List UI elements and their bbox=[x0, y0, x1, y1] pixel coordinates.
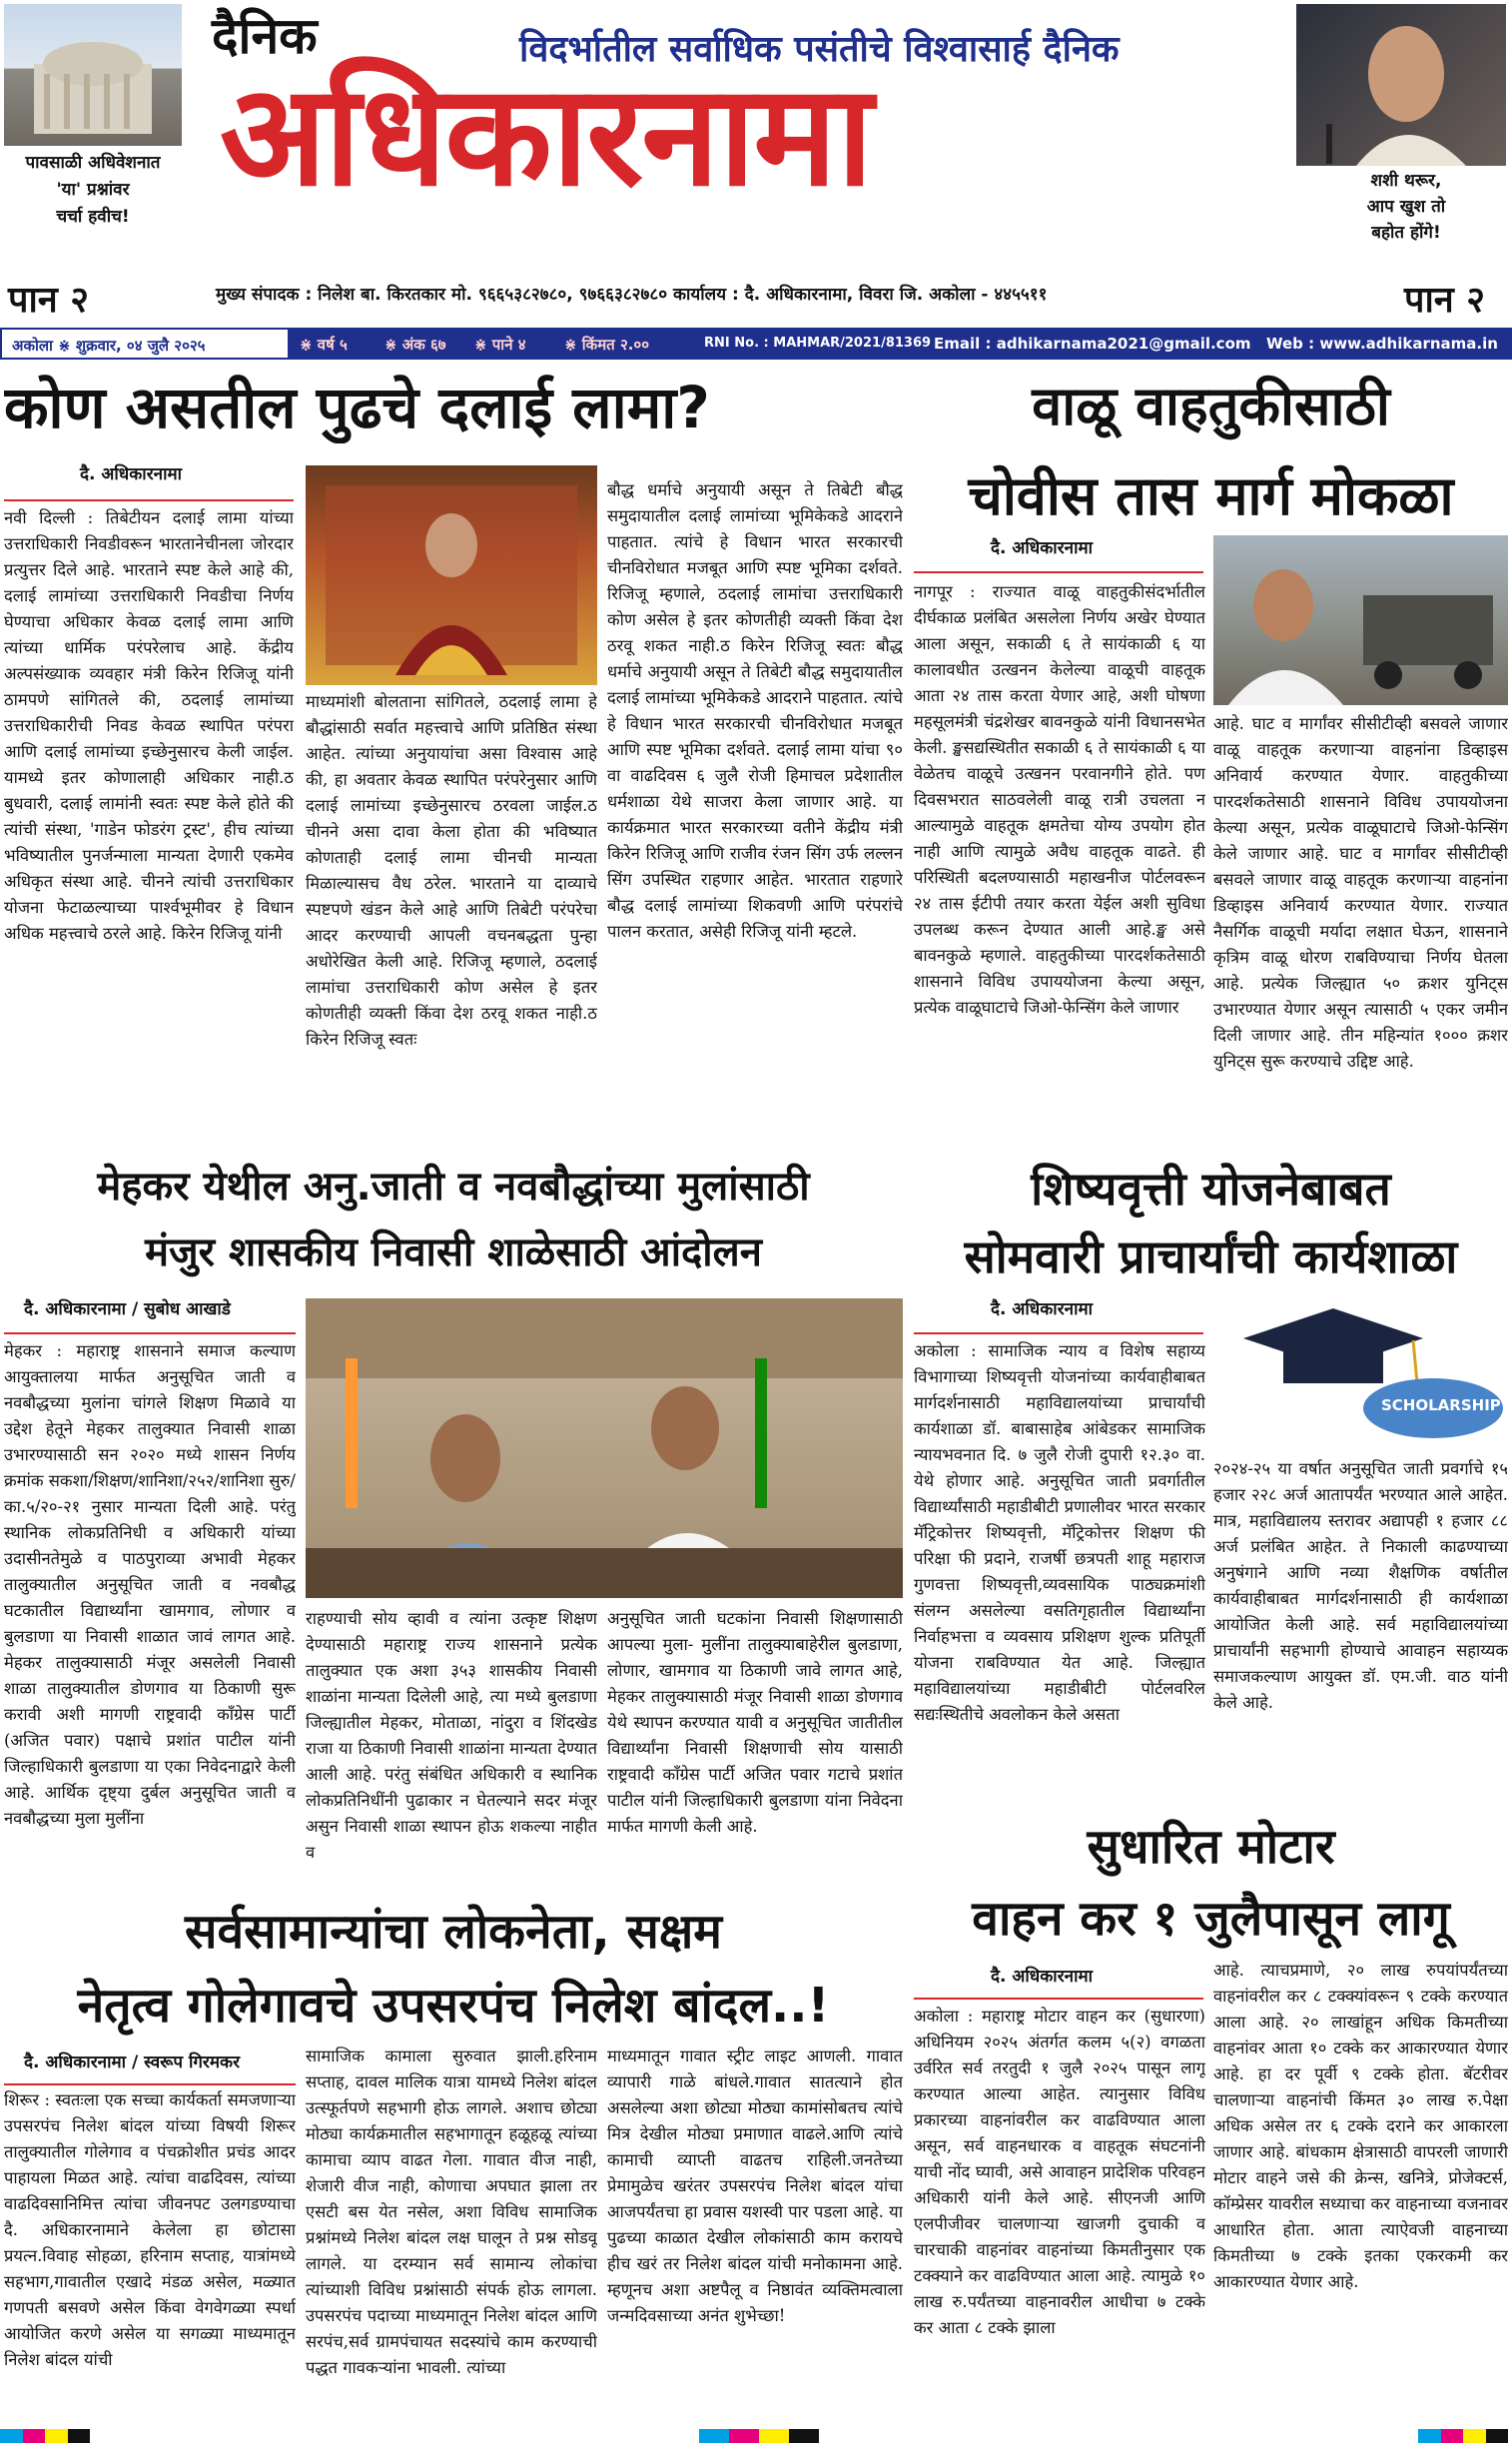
sarpanch-body-col3: माध्यमातून गावात स्ट्रीट लाइट आणली. गावात व्यापारी गाळे बांधले.गावात सातत्याने होत असलेल्या अशा छोट्या मोठ्या कामांसोबतच त्यांचे मित्र देखील मोठ्या प्रमाणात वाढले.आणि त्यांचे कामाची व्याप्ती वाढतच राहिली.जनतेच्या प्रेमामुळेच खरंतर उपसरपंच निलेश बांदल यांचा आजपर्यंतचा हा प्रवास यशस्वी पार पडला आहे. या पुढच्या काळात देखील लोकांसाठी काम करायचे हीच खरं तर निलेश बांदल यांची मनोकामना आहे. म्हणूनच अशा अष्टपैलू व निष्ठावंत व्यक्तिमत्वाला जन्मदिवसाच्या अनंत शुभेच्छा! bbox=[607, 2046, 903, 2325]
minister-truck-image bbox=[1213, 535, 1508, 705]
web-link[interactable]: Web : www.adhikarnama.in bbox=[1266, 335, 1498, 353]
left-teaser-text: पावसाळी अधिवेशनात 'या' प्रश्नांवर चर्चा हवीच! bbox=[25, 153, 161, 227]
dalai-byline: दै. अधिकारनामा bbox=[80, 464, 183, 484]
mehkar-body-col2: राहण्याची सोय व्हावी व त्यांना उत्कृष्ट शिक्षण देण्यासाठी महाराष्ट्र राज्य शासनाने प्रत्येक तालुक्यात एक अशा ३५३ शासकीय निवासी शाळांना मान्यता दिलेली आहे, त्या मध्ये बुलडाणा जिल्ह्यातील मेहकर, मोताळा, नांदुरा व शिंदखेड राजा या ठिकाणी निवासी शाळांना मान्यता देण्यात आली आहे. परंतु संबंधित अधिकारी व स्थानिक लोकप्रतिनिधींनी पुढाकार न घेतल्याने सदर मंजूर असुन निवासी शाळा स्थापन होऊ शकल्या नाहीत व bbox=[306, 1609, 597, 1862]
rni-number: RNI No. : MAHMAR/2021/81369 bbox=[704, 336, 932, 351]
scholarship-badge: SCHOLARSHIP bbox=[1381, 1396, 1501, 1414]
motor-body-col1: अकोला : महाराष्ट्र मोटार वाहन कर (सुधारणा) अधिनियम २०२५ अंतर्गत कलम ५(२) वगळता उर्वरित सर्व तरतुदी १ जुलै २०२५ पासून लागू करण्यात आल्या आहेत. त्यानुसार विविध प्रकारच्या वाहनांवरील कर वाढविण्यात आला असून, सर्व वाहनधारक व वाहतूक संघटनांनी याची नोंद घ्यावी, असे आवाहन प्रादेशिक परिवहन अधिकारी यांनी केले आहे. सीएनजी आणि एलपीजीवर चालणाऱ्या खाजगी दुचाकी व चारचाकी वाहनांवर वाहनांच्या किमतीनुसार एक टक्क्याने कर वाढविण्यात आला आहे. त्यामुळे १० लाख रु.पर्यंतच्या वाहनावरील आधीचा ७ टक्के कर आता ८ टक्के झाला bbox=[914, 2007, 1205, 2337]
issue-pages: ⋇ पाने ४ bbox=[474, 336, 526, 354]
sarpanch-byline: दै. अधिकारनामा / स्वरूप गिरमकर bbox=[24, 2052, 241, 2072]
dalai-body-col1: नवी दिल्ली : तिबेटीयन दलाई लामा यांच्या उत्तराधिकारी निवडीवरून भारतानेचीनला जोरदार प्रत्युत्तर दिले आहे. भारताने स्पष्ट केले आहे की, दलाई लामांच्या उत्तराधिकारी निवडीचा निर्णय घेण्याचा अधिकार केवळ दलाई लामा आणि त्यांच्या धार्मिक परंपरेलाच आहे. केंद्रीय अल्पसंख्याक व्यवहार मंत्री किरेन रिजिजू यांनी ठामपणे सांगितले की, ठदलाई लामांच्या उत्तराधिकारीची निवड केवळ स्थापित परंपरा आणि दलाई लामांच्या इच्छेनुसारच केली जाईल. यामध्ये इतर कोणालाही अधिकार नाही.ठ बुधवारी, दलाई लामांनी स्वतः स्पष्ट केले होते की त्यांची संस्था, 'गाडेन फोडरंग ट्रस्ट', हीच त्यांच्या भविष्यातील पुनर्जन्माला मान्यता देणारी एकमेव अधिकृत संस्था आहे. चीनने त्यांची उत्तराधिकार योजना फेटाळल्याच्या पार्श्वभूमीवर हे विधान अधिक महत्त्वाचे ठरले आहे. किरेन रिजिजू यांनी bbox=[4, 508, 294, 943]
sand-byline-rule bbox=[914, 571, 1203, 573]
motor-headline-1: सुधारित मोटार bbox=[1087, 1819, 1335, 1875]
motor-headline-2: वाहन कर १ जुलैपासून लागू bbox=[972, 1891, 1450, 1947]
vidhan-bhavan-image bbox=[4, 4, 182, 146]
sand-headline-1: वाळू वाहतुकीसाठी bbox=[1032, 375, 1390, 437]
scholar-byline-rule bbox=[914, 1332, 1203, 1334]
scholar-body-col2: २०२४-२५ या वर्षात अनुसूचित जाती प्रवर्गाचे १५ हजार २२८ अर्ज आतापर्यंत भरण्यात आले आहेत. मात्र, महाविद्यालय स्तरावर अद्यापही १ हजार ८८ अर्ज प्रलंबित आहेत. ते निकाली काढण्याच्या अनुषंगाने आणि नव्या शैक्षणिक वर्षातील कार्यवाहीबाबत मार्गदर्शनासाठी ही कार्यशाळा आयोजित केली आहे. सर्व महाविद्यालयांच्या प्राचार्यांनी सहभागी होण्याचे आवाहन सहाय्यक समाजकल्याण आयुक्त डॉ. एम.जी. वाठ यांनी केले आहे. bbox=[1213, 1459, 1508, 1712]
email-link[interactable]: Email : adhikarnama2021@gmail.com bbox=[934, 335, 1251, 353]
sand-headline-2: चोवीस तास मार्ग मोकळा bbox=[968, 464, 1454, 527]
dalai-lama-image bbox=[306, 465, 597, 685]
mehkar-byline-rule bbox=[4, 1332, 296, 1334]
scholarship-graphic bbox=[1213, 1298, 1508, 1448]
issue-number: ⋇ अंक ६७ bbox=[384, 336, 446, 354]
editor-line: मुख्य संपादक : निलेश बा. किरतकार मो. ९६६५३८२७८०, ९७६६३८२७८० कार्यालय : दै. अधिकारनामा, विवरा जि. अकोला - ४४५५११ bbox=[216, 285, 1048, 305]
sand-body-col1: नागपूर : राज्यात वाळू वाहतुकीसंदर्भातील दीर्घकाळ प्रलंबित असलेला निर्णय अखेर घेण्यात आला असून, सकाळी ६ ते सायंकाळी ६ या कालावधीत उत्खनन केलेल्या वाळूची वाहतूक आता २४ तास करता येणार आहे, अशी घोषणा महसूलमंत्री चंद्रशेखर बावनकुळे यांनी विधानसभेत केली. ङ्खसद्यस्थितीत सकाळी ६ ते सायंकाळी ६ या वेळेतच वाळूचे उत्खनन परवानगीने होते. पण दिवसभरात साठवलेली वाळू रात्री उचलता न आल्यामुळे वाहतूक क्षमतेचा योग्य उपयोग होत नाही आणि त्यामुळे अवैध वाहतूक वाढते. ही परिस्थिती बदलण्यासाठी महाखनीज पोर्टलवरून २४ तास ईटीपी तयार करता येईल अशी सुविधा उपलब्ध करून देण्यात आली आहे.ङ्ख असे बावनकुळे म्हणाले. वाहतुकीच्या पारदर्शकतेसाठी शासनाने विविध उपाययोजना केल्या असून, प्रत्येक वाळूघाटाचे जिओ-फेन्सिंग केले जाणार bbox=[914, 582, 1205, 1017]
motor-byline: दै. अधिकारनामा bbox=[991, 1967, 1094, 1987]
masthead-title: अधिकारनामा bbox=[220, 55, 872, 218]
page-label-right: पान २ bbox=[1404, 280, 1486, 321]
color-strip-3 bbox=[1418, 2429, 1508, 2443]
dalai-body-col3: बौद्ध धर्माचे अनुयायी असून ते तिबेटी बौद्ध समुदायातील दलाई लामांच्या भूमिकेकडे आदराने पाहतात. त्यांचे हे विधान भारत सरकारची चीनविरोधात मजबूत आणि स्पष्ट भूमिका दर्शवते. रिजिजू म्हणाले, ठदलाई लामांचा उत्तराधिकारी कोण असेल हे इतर कोणतीही व्यक्ती किंवा देश ठरवू शकत नाही.ठ किरेन रिजिजू स्वतः बौद्ध धर्माचे अनुयायी असून ते तिबेटी बौद्ध समुदायातील दलाई लामांच्या भूमिकेकडे आदराने पाहतात. त्यांचे हे विधान भारत सरकारची चीनविरोधात मजबूत आणि स्पष्ट भूमिका दर्शवते. दलाई लामा यांचा ९० वा वाढदिवस ६ जुलै रोजी हिमाचल प्रदेशातील धर्मशाळा येथे साजरा केला जाणार आहे. या कार्यक्रमात भारत सरकारच्या वतीने केंद्रीय मंत्री किरेन रिजिजू आणि राजीव रंजन सिंग उर्फ लल्लन सिंग उपस्थित राहणार आहेत. भारतात राहणारे बौद्ध दलाई लामांच्या शिकवणी आणि परंपरांचे पालन करतात, असेही रिजिजू यांनी म्हटले. bbox=[607, 480, 903, 941]
shashi-tharoor-image bbox=[1296, 4, 1506, 166]
motor-byline-rule bbox=[914, 1998, 1203, 2000]
issue-date: अकोला ⋇ शुक्रवार, ०४ जुलै २०२५ bbox=[0, 328, 290, 360]
info-bar bbox=[0, 328, 1512, 360]
page-label-left: पान २ bbox=[8, 280, 90, 321]
right-teaser-photo bbox=[1296, 4, 1506, 166]
scholar-byline: दै. अधिकारनामा bbox=[991, 1299, 1094, 1319]
motor-body-col2: आहे. त्याचप्रमाणे, २० लाख रुपयांपर्यंतच्या वाहनांवरील कर ८ टक्क्यांवरून ९ टक्के करण्यात आला आहे. २० लाखांहून अधिक किमतीच्या वाहनांवर आता १० टक्के कर आकारण्यात येणार आहे. हा दर पूर्वी ९ टक्के होता. बॅटरीवर चालणाऱ्या वाहनांची किंमत ३० लाख रु.पेक्षा अधिक असेल तर ६ टक्के दराने कर आकारला जाणार आहे. बांधकाम क्षेत्रासाठी वापरली जाणारी मोटार वाहने जसे की क्रेन्स, खनित्रे, प्रोजेक्टर्स, कॉम्प्रेसर यावरील सध्याचा कर वाहनाच्या वजनावर आधारित होता. आता त्याऐवजी वाहनाच्या किमतीच्या ७ टक्के इतका एकरकमी कर आकारण्यात येणार आहे. bbox=[1213, 1961, 1508, 2291]
sand-photo bbox=[1213, 535, 1508, 705]
dalai-body-col2: माध्यमांशी बोलताना सांगितले, ठदलाई लामा हे बौद्धांसाठी सर्वात महत्त्वाचे आणि प्रतिष्ठित संस्था आहेत. त्यांच्या अनुयायांचा असा विश्वास आहे की, हा अवतार केवळ स्थापित परंपरेनुसार आणि दलाई लामांच्या इच्छेनुसारच ठरवला जाईल.ठ चीनने असा दावा केला होता की भविष्यात कोणताही दलाई लामा चीनची मान्यता मिळाल्यासच वैध ठरेल. भारताने या दाव्याचे स्पष्टपणे खंडन केले आहे आणि तिबेटी परंपरेचा आदर करण्याची आपली वचनबद्धता पुन्हा अधोरेखित केली आहे. रिजिजू म्हणाले, ठदलाई लामांचा उत्तराधिकारी कोण असेल हे इतर कोणतीही व्यक्ती किंवा देश ठरवू शकत नाही.ठ किरेन रिजिजू स्वतः bbox=[306, 692, 597, 1049]
left-teaser-photo bbox=[4, 4, 182, 146]
memorandum-handover-image bbox=[306, 1298, 903, 1598]
right-teaser-text: शशी थरूर, आप खुश तो बहोत होंगे! bbox=[1366, 171, 1446, 243]
sand-byline: दै. अधिकारनामा bbox=[991, 538, 1094, 558]
mehkar-headline-2: मंजुर शासकीय निवासी शाळेसाठी आंदोलन bbox=[145, 1229, 762, 1275]
issue-price: ⋇ किंमत २.०० bbox=[564, 336, 650, 354]
color-strip-2 bbox=[699, 2429, 819, 2443]
masthead-tagline: विदर्भातील सर्वाधिक पसंतीचे विश्वासार्ह दैनिक bbox=[519, 29, 1120, 70]
sarpanch-body-col2: सामाजिक कामाला सुरुवात झाली.हरिनाम सप्ताह, दावल मालिक यात्रा यामध्ये निलेश बांदल उत्स्फूर्तपणे सहभागी होऊ लागले. अशाच छोट्या मोठ्या कार्यक्रमातील सहभागातून हळूहळू त्यांच्या कामाचा व्याप वाढत गेला. गावात वीज नाही, शेजारी वीज नाही, कोणाचा अपघात झाला तर एसटी बस येत नसेल, अशा विविध सामाजिक प्रश्नांमध्ये निलेश बांदल लक्ष घालून ते प्रश्न सोडवू लागले. या दरम्यान सर्व सामान्य लोकांचा त्यांच्याशी विविध प्रश्नांसाठी संपर्क होऊ लागला. उपसरपंच पदाच्या माध्यमातून निलेश बांदल आणि सरपंच,सर्व ग्रामपंचायत सदस्यांचे काम करण्याची पद्धत गावकऱ्यांना भावली. त्यांच्या bbox=[306, 2046, 597, 2377]
mehkar-photo bbox=[306, 1298, 903, 1598]
scholar-headline-1: शिष्यवृत्ती योजनेबाबत bbox=[1031, 1162, 1391, 1216]
mehkar-headline-1: मेहकर येथील अनु.जाती व नवबौद्धांच्या मुलांसाठी bbox=[97, 1164, 810, 1210]
color-strip-1 bbox=[0, 2429, 90, 2443]
sand-body-col2: आहे. घाट व मार्गांवर सीसीटीव्ही बसवले जाणार वाळू वाहतूक करणाऱ्या वाहनांना डिव्हाइस अनिवार्य करण्यात येणार. वाहतुकीच्या पारदर्शकतेसाठी शासनाने विविध उपाययोजना केल्या असून, प्रत्येक वाळूघाटाचे जिओ-फेन्सिंग केले जाणार आहे. घाट व मार्गांवर सीसीटीव्ही बसवले जाणार वाळू वाहतूक करणाऱ्या वाहनांना डिव्हाइस अनिवार्य करण्यात येणार. राज्यात नैसर्गिक वाळूची मर्यादा लक्षात घेऊन, शासनाने कृत्रिम वाळू धोरण राबविण्याचा निर्णय घेतला आहे. प्रत्येक जिल्ह्यात ५० क्रशर युनिट्स उभारण्यात येणार असून त्यासाठी ५ एकर जमीन दिली जाणार आहे. तीन महिन्यांत १००० क्रशर युनिट्स सुरू करण्याचे उद्दिष्ट आहे. bbox=[1213, 714, 1508, 1071]
issue-year: ⋇ वर्ष ५ bbox=[300, 336, 348, 354]
dalai-lama-photo bbox=[306, 465, 597, 685]
dalai-byline-rule bbox=[4, 499, 294, 501]
sarpanch-headline-1: सर्वसामान्यांचा लोकनेता, सक्षम bbox=[185, 1904, 722, 1960]
mehkar-body-col3: अनुसूचित जाती घटकांना निवासी शिक्षणासाठी आपल्या मुला- मुलींना तालुक्याबाहेरील बुलडाणा, लोणार, खामगाव या ठिकाणी जावे लागत आहे, मेहकर तालुक्यासाठी मंजूर निवासी शाळा डोणगाव येथे स्थापन करण्यात यावी व अनुसूचित जातीतील विद्यार्थ्यांना निवासी शिक्षणाची सोय यासाठी राष्ट्रवादी काँग्रेस पार्टी अजित पवार गटाचे प्रशांत पाटील यांनी जिल्हाधिकारी बुलडाणा यांना निवेदना मार्फत मागणी केली आहे. bbox=[607, 1609, 903, 1836]
graduation-cap-icon bbox=[1213, 1298, 1508, 1448]
scholar-headline-2: सोमवारी प्राचार्यांची कार्यशाळा bbox=[964, 1229, 1458, 1283]
masthead-daily: दैनिक bbox=[212, 7, 318, 65]
dalai-headline: कोण असतील पुढचे दलाई लामा? bbox=[4, 374, 710, 441]
sarpanch-headline-2: नेतृत्व गोलेगावचे उपसरपंच निलेश बांदल..! bbox=[77, 1978, 830, 2034]
sarpanch-byline-rule bbox=[4, 2083, 296, 2085]
mehkar-body-col1: मेहकर : महाराष्ट्र शासनाने समाज कल्याण आयुक्तालया मार्फत अनुसूचित जाती व नवबौद्धच्या मुलांना चांगले शिक्षण मिळावे या उद्देश हेतूने मेहकर तालुक्यात निवासी शाळा उभारण्यासाठी सन २०२० मध्ये शासन निर्णय क्रमांक सकशा/शिक्षण/शानिशा/२५२/शानिशा सुरु/का.५/२०-२१ नुसार मान्यता दिली आहे. परंतु स्थानिक लोकप्रतिनिधी व अधिकारी यांच्या उदासीनतेमुळे व पाठपुराव्या अभावी मेहकर तालुक्यातील अनुसूचित जाती व नवबौद्ध घटकातील विद्यार्थ्यांना खामगाव, लोणार व बुलडाणा या निवासी शाळात जावं लागत आहे. मेहकर तालुक्यासाठी मंजूर असलेली निवासी शाळा तालुक्यातील डोणगाव या ठिकाणी सुरू करावी अशी मागणी राष्ट्रवादी काँग्रेस पार्टी (अजित पवार) पक्षाचे प्रशांत पाटील यांनी जिल्हाधिकारी बुलडाणा या एका निवेदनाद्वारे केली आहे. आर्थिक दृष्ट्या दुर्बल अनुसूचित जाती व नवबौद्धच्या मुला मुलींना bbox=[4, 1341, 296, 1828]
mehkar-byline: दै. अधिकारनामा / सुबोध आखाडे bbox=[24, 1299, 231, 1319]
sarpanch-body-col1: शिरूर : स्वतःला एक सच्चा कार्यकर्ता समजणाऱ्या उपसरपंच निलेश बांदल यांच्या विषयी शिरूर तालुक्यातील गोलेगाव व पंचक्रोशीत प्रचंड आदर पाहायला मिळत आहे. त्यांचा वाढदिवस, त्यांच्या वाढदिवसानिमित्त त्यांचा जीवनपट उलगडण्याचा दै. अधिकारनामाने केलेला हा छोटासा प्रयत्न.विवाह सोहळा, हरिनाम सप्ताह, यात्रांमध्ये सहभाग,गावातील एखादे मंडळ असेल, मळ्यात गणपती बसवणे असेल किंवा वेगवेगळ्या स्पर्धा आयोजित करणे असेल या सगळ्या माध्यमातून निलेश बांदल यांची bbox=[4, 2090, 296, 2369]
scholar-body-col1: अकोला : सामाजिक न्याय व विशेष सहाय्य विभागाच्या शिष्यवृत्ती योजनांच्या कार्यवाहीबाबत मार्गदर्शनासाठी महाविद्यालयांच्या प्राचार्यांची कार्यशाळा डॉ. बाबासाहेब आंबेडकर सामाजिक न्यायभवनात दि. ७ जुलै रोजी दुपारी १२.३० वा. येथे होणार आहे. अनुसूचित जाती प्रवर्गातील विद्यार्थ्यांसाठी महाडीबीटी प्रणालीवर भारत सरकार मॅट्रिकोत्तर शिष्यवृत्ती, मॅट्रिकोत्तर शिक्षण फी परिक्षा फी प्रदाने, राजर्षी छत्रपती शाहू महाराज गुणवत्ता शिष्यवृत्ती,व्यवसायिक पाठ्यक्रमांशी संलग्न असलेल्या वसतिगृहातील विद्यार्थ्यांना निर्वाहभत्ता व व्यवसाय प्रशिक्षण शुल्क प्रतिपूर्ती योजना राबविण्यात येत आहे. जिल्ह्यात महाविद्यालयांच्या महाडीबीटी पोर्टलवरिल सद्यःस्थितीचे अवलोकन केले असता bbox=[914, 1341, 1205, 1724]
